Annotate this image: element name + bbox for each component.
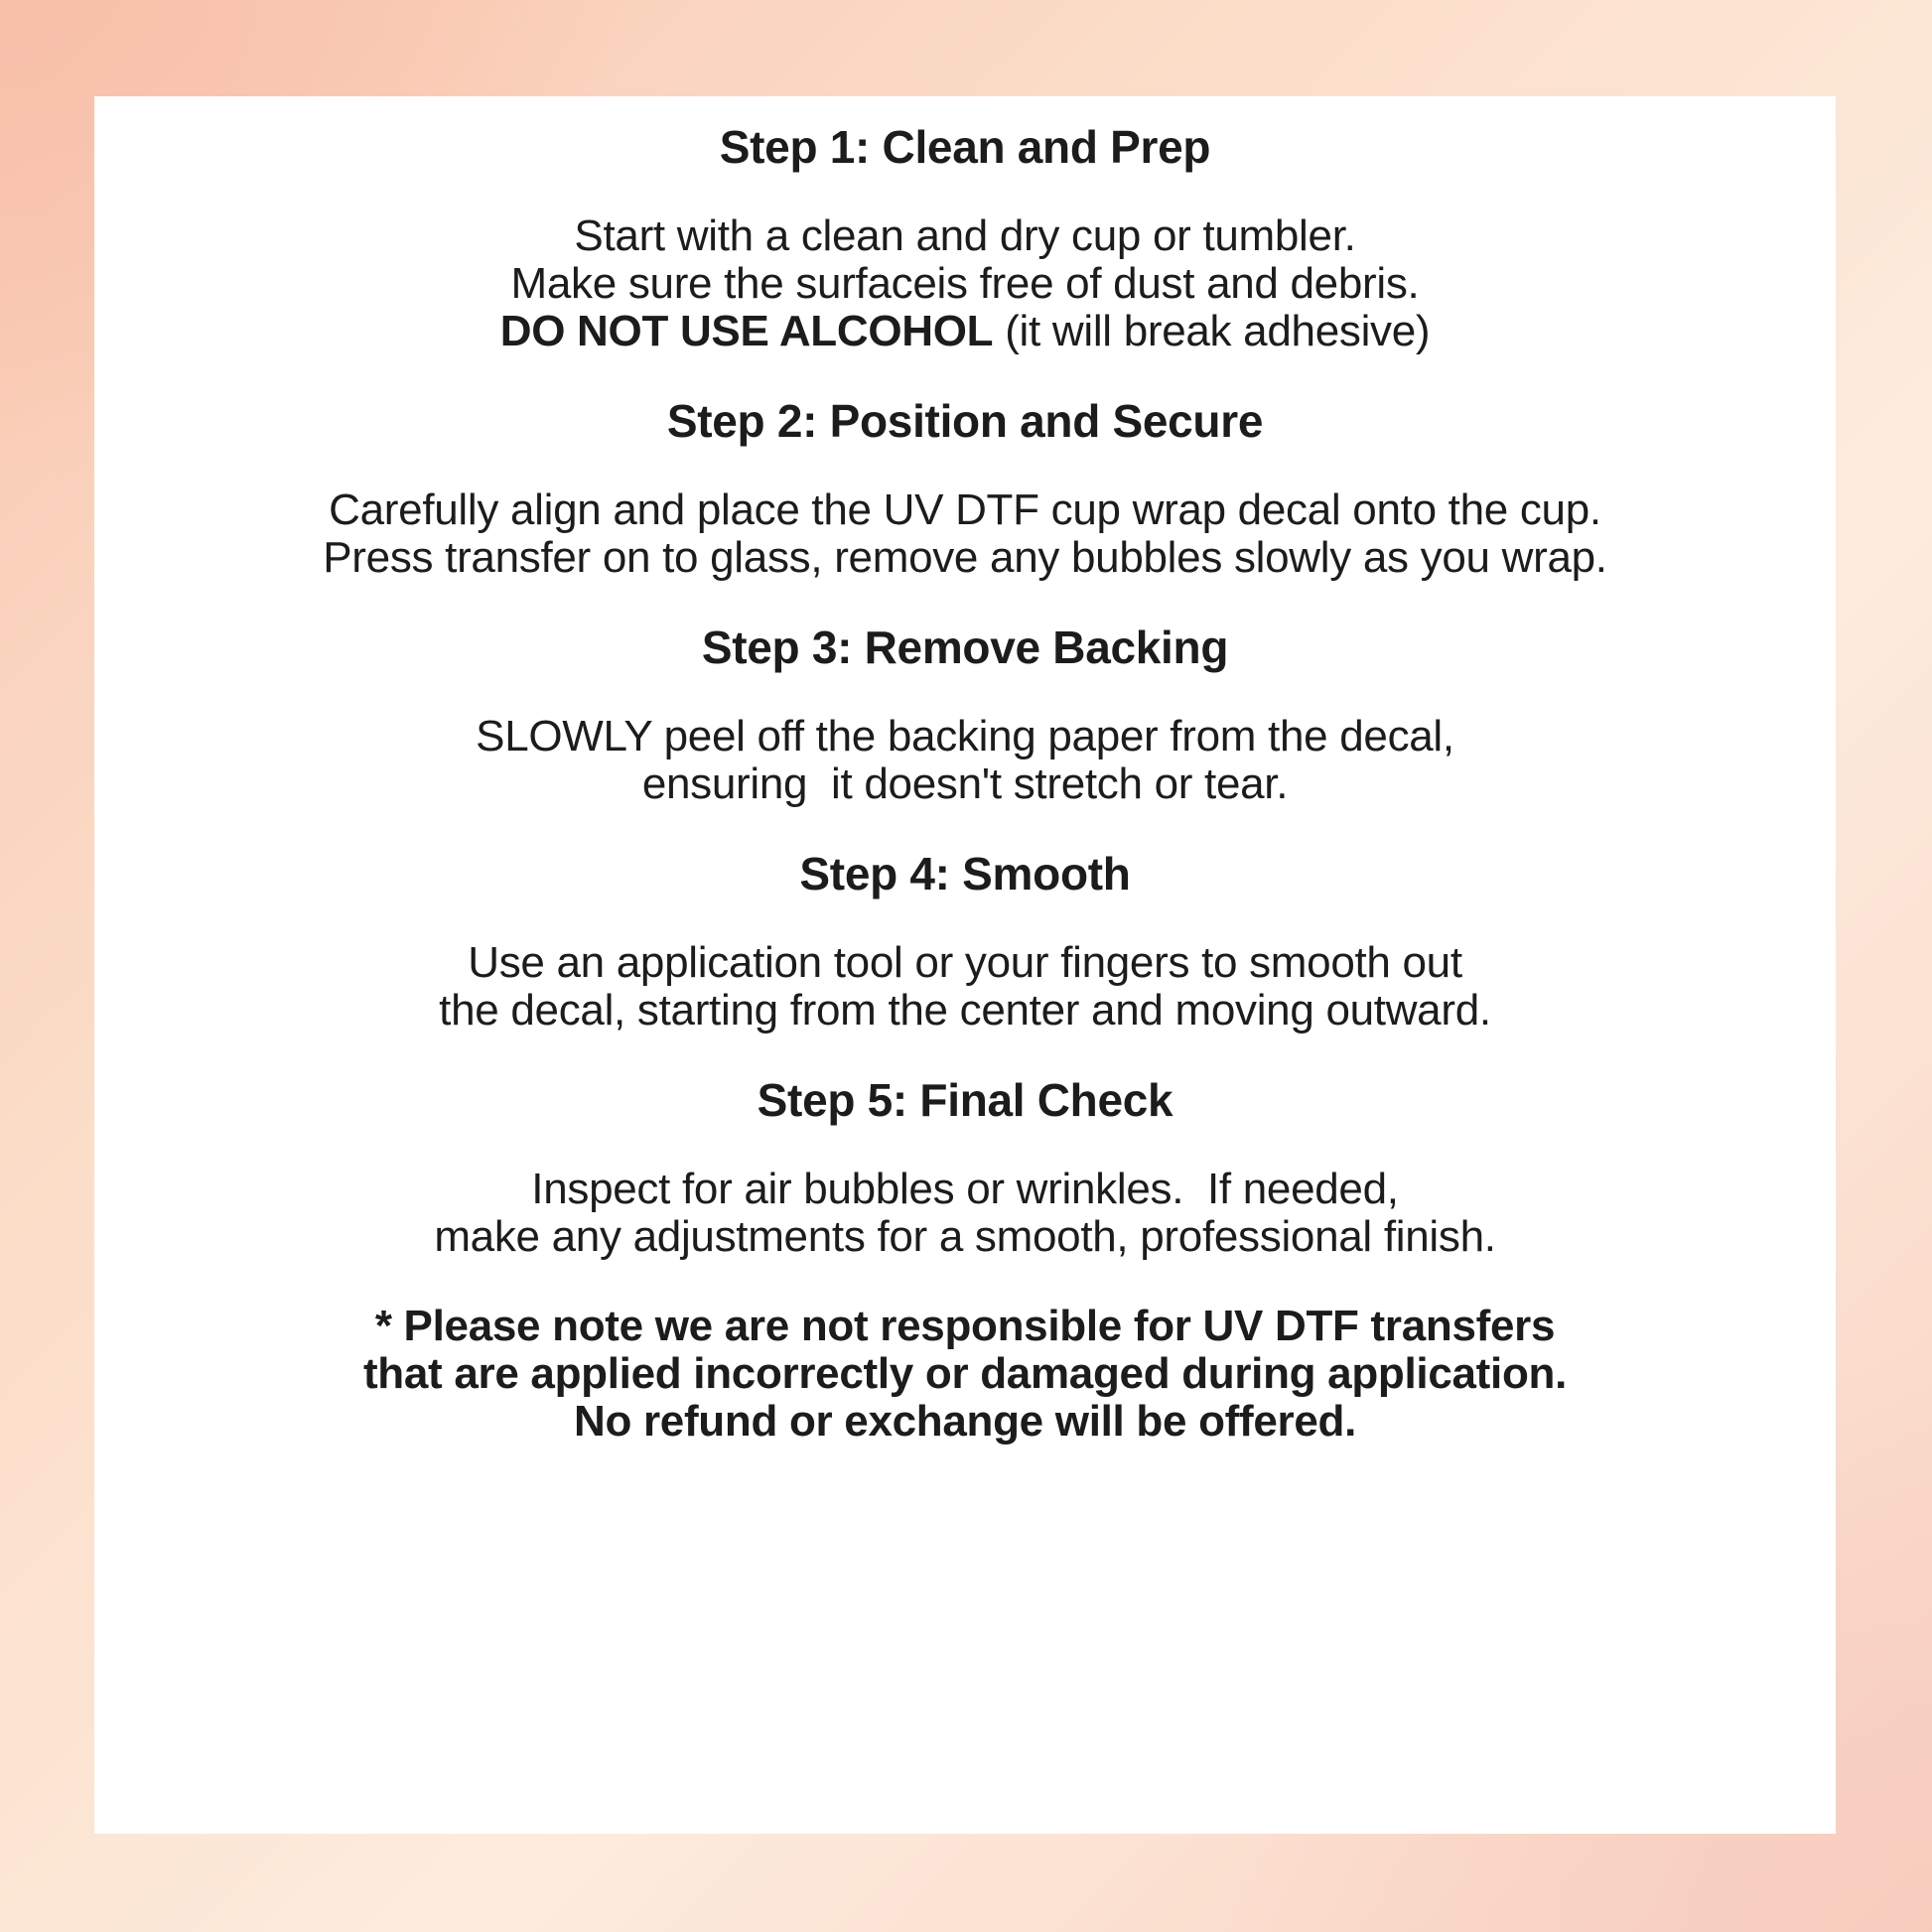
step-4-line-2: the decal, starting from the center and moving outward. (439, 986, 1491, 1035)
step-4-line-1: Use an application tool or your fingers to smooth out (468, 938, 1462, 987)
step-4-paragraph (134, 939, 1796, 1035)
step-3-line-1: SLOWLY peel off the backing paper from the decal, (476, 712, 1454, 760)
disclaimer-line-1: * Please note we are not responsible for UV DTF transfers (374, 1302, 1556, 1350)
step-1-warning-line (134, 308, 1796, 355)
disclaimer (134, 1303, 1796, 1446)
step-1-line-2: Make sure the surfaceis free of dust and debris. (510, 259, 1420, 308)
step-5-line-2: make any adjustments for a smooth, professional finish. (434, 1212, 1496, 1261)
step-5-line-1: Inspect for air bubbles or wrinkles. If needed, (531, 1165, 1399, 1213)
disclaimer-line-2: that are applied incorrectly or damaged during application. (362, 1349, 1568, 1398)
step-1-paragraph (134, 212, 1796, 355)
instruction-card (94, 96, 1836, 1834)
step-3-paragraph (134, 713, 1796, 808)
disclaimer-line-3: No refund or exchange will be offered. (573, 1397, 1357, 1446)
step-2-paragraph (134, 486, 1796, 582)
step-1-line-1: Start with a clean and dry cup or tumbler. (574, 211, 1356, 260)
step-5-heading: Step 5: Final Check (757, 1074, 1173, 1126)
alcohol-warning-rest: (it will break adhesive) (993, 307, 1431, 355)
step-2-line-1: Carefully align and place the UV DTF cup wrap decal onto the cup. (329, 485, 1601, 534)
step-1-heading: Step 1: Clean and Prep (719, 121, 1211, 173)
step-2-heading: Step 2: Position and Secure (666, 395, 1264, 447)
alcohol-warning-bold: DO NOT USE ALCOHOL (499, 307, 994, 355)
step-3-heading: Step 3: Remove Backing (701, 621, 1229, 673)
step-4-heading: Step 4: Smooth (799, 848, 1131, 899)
step-2-line-2: Press transfer on to glass, remove any bubbles slowly as you wrap. (323, 533, 1607, 582)
step-5-paragraph (134, 1166, 1796, 1261)
step-3-line-2: ensuring it doesn't stretch or tear. (641, 759, 1289, 808)
